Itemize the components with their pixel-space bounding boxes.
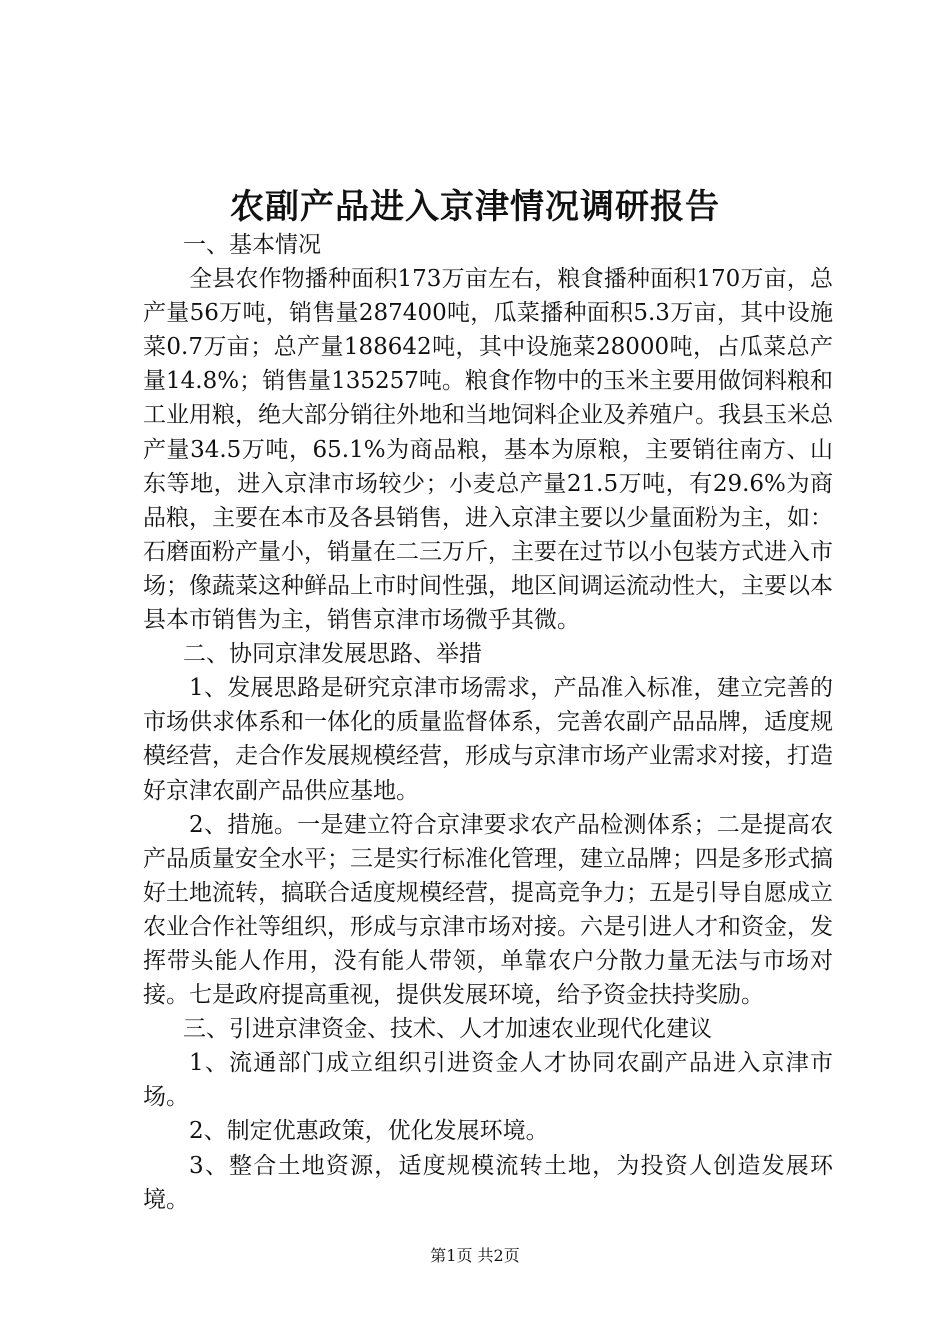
section-heading: 一、基本情况 — [183, 232, 321, 258]
paragraph: 1、流通部门成立组织引进资金人才协同农副产品进入京津市场。 — [143, 1050, 833, 1111]
section-heading: 三、引进京津资金、技术、人才加速农业现代化建议 — [183, 1016, 712, 1043]
paragraph: 3、整合土地资源，适度规模流转土地，为投资人创造发展环境。 — [143, 1152, 833, 1213]
paragraph: 2、制定优惠政策，优化发展环境。 — [189, 1118, 549, 1145]
paragraph: 2、措施。一是建立符合京津要求农产品检测体系；二是提高农产品质量安全水平；三是实行标准化管理，建立品牌；四是多形式搞好土地流转，搞联合适度规模经营，提高竞争力；五是引导自愿成立农业合作社等组织，形成与京津市场对接。六是引进人才和资金，发挥带头能人作用，没有能人带领，单靠农户分散力量无法与市场对接。七是政府提高重视，提供发展环境，给予资金扶持奖励。 — [143, 811, 833, 1009]
section-heading: 二、协同京津发展思路、举措 — [183, 641, 482, 668]
page-footer: 第1页 共2页 — [430, 1246, 520, 1265]
document-title: 农副产品进入京津情况调研报告 — [230, 187, 720, 227]
paragraph: 1、发展思路是研究京津市场需求，产品准入标准，建立完善的市场供求体系和一体化的质量监督体系，完善农副产品品牌，适度规模经营，走合作发展规模经营，形成与京津市场产业需求对接，打造好京津农副产品供应基地。 — [143, 675, 833, 804]
document-body — [143, 228, 833, 1217]
paragraph: 全县农作物播种面积173万亩左右，粮食播种面积170万亩，总产量56万吨，销售量287400吨，瓜菜播种面积5.3万亩，其中设施菜0.7万亩；总产量188642吨，其中设施菜28000吨，占瓜菜总产量14.8%；销售量135257吨。粮食作物中的玉米主要用做饲料粮和工业用粮，绝大部分销往外地和当地饲料企业及养殖户。我县玉米总产量34.5万吨，65.1%为商品粮，基本为原粮，主要销往南方、山东等地，进入京津市场较少；小麦总产量21.5万吨，有29.6%为商品粮，主要在本市及各县销售，进入京津主要以少量面粉为主，如：石磨面粉产量小，销量在二三万斤，主要在过节以小包装方式进入市场；像蔬菜这种鲜品上市时间性强，地区间调运流动性大，主要以本县本市销售为主，销售京津市场微乎其微。 — [143, 266, 833, 634]
